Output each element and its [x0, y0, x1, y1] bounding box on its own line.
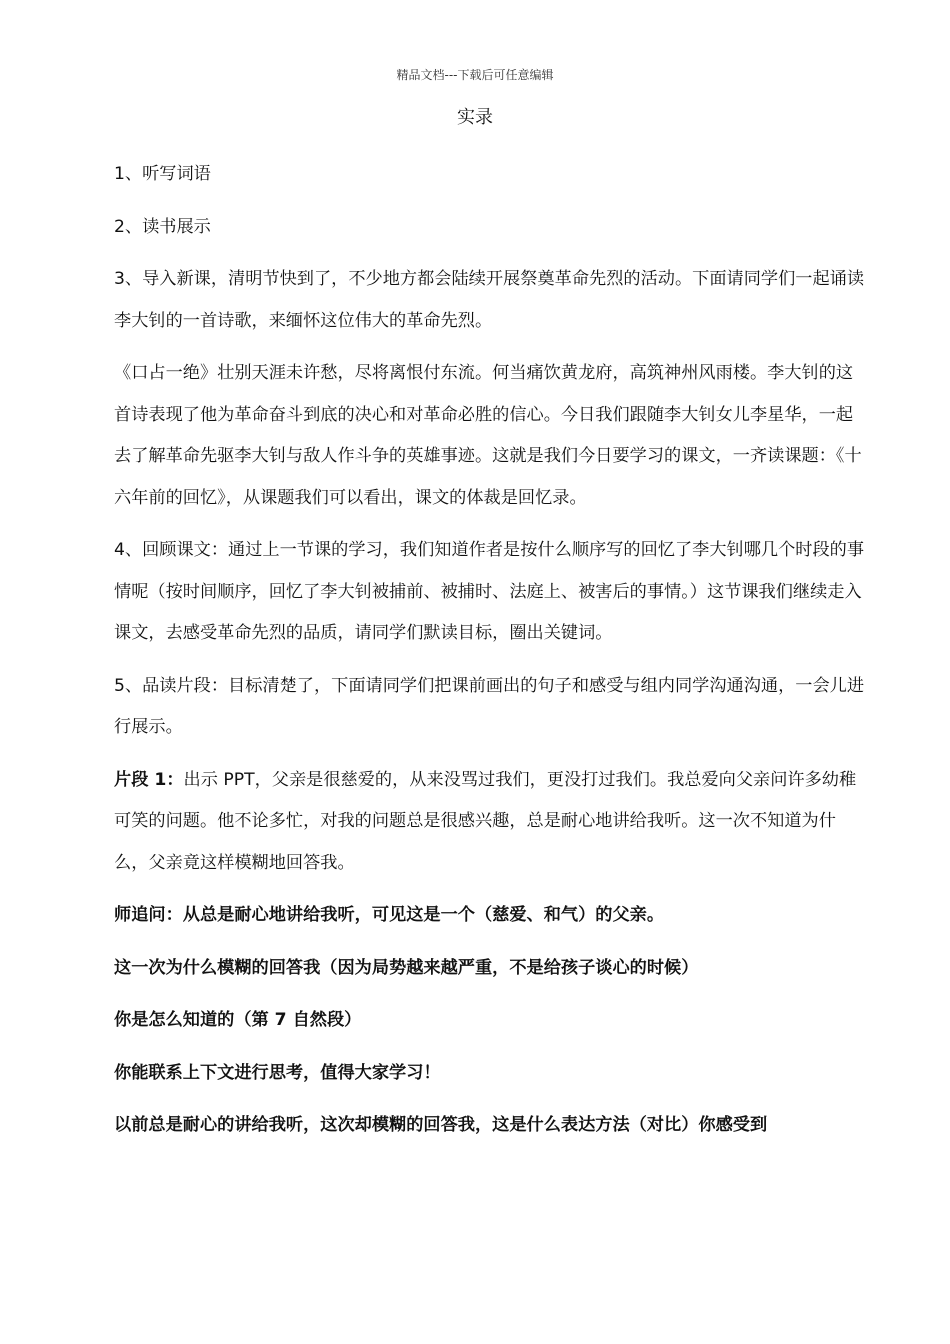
- bold-paragraph-2: 这一次为什么模糊的回答我（因为局势越来越严重，不是给孩子谈心的时候）: [114, 957, 699, 978]
- paragraph-2: 2、读书展示: [114, 216, 211, 237]
- paragraph-5: 5、品读片段：目标清楚了，下面请同学们把课前画出的句子和感受与组内同学沟通沟通，一会儿进行展示。: [114, 675, 865, 737]
- page-header: 精品文档---下载后可任意编辑: [396, 68, 554, 82]
- segment-1-text: 出示 PPT，父亲是很慈爱的，从来没骂过我们，更没打过我们。我总爱向父亲问许多幼稚可笑的问题。他不论多忙，对我的问题总是很感兴趣，总是耐心地讲给我听。这一次不知道为什么，父亲竟这样模糊地回答我。: [114, 769, 857, 873]
- segment-1-paragraph: [114, 760, 870, 885]
- bold-paragraph-1: 师追问：从总是耐心地讲给我听，可见这是一个（慈爱、和气）的父亲。: [114, 905, 665, 925]
- paragraph-4: 4、回顾课文：通过上一节课的学习，我们知道作者是按什么顺序写的回忆了李大钊哪几个时段的事情呢（按时间顺序，回忆了李大钊被捕前、被捕时、法庭上、被害后的事情。）这节课我们继续走入课文，去感受革命先烈的品质，请同学们默读目标，圈出关键词。: [114, 540, 865, 643]
- paragraph-3: 3、导入新课，清明节快到了，不少地方都会陆续开展祭奠革命先烈的活动。下面请同学们一起诵读李大钊的一首诗歌，来缅怀这位伟大的革命先烈。: [114, 269, 865, 331]
- document-title: 实录: [457, 107, 493, 128]
- paragraph-poem: 《口占一绝》壮别天涯未许愁，尽将离恨付东流。何当痛饮黄龙府，高筑神州风雨楼。李大钊的这首诗表现了他为革命奋斗到底的决心和对革命必胜的信心。今日我们跟随李大钊女儿李星华，一起去了解革命先驱李大钊与敌人作斗争的英雄事迹。这就是我们今日要学习的课文，一齐读课题：《十六年前的回忆》，从课题我们可以看出，课文的体裁是回忆录。: [114, 363, 862, 508]
- segment-1-label: 片段 1：: [114, 769, 184, 790]
- document-body: [114, 154, 870, 1158]
- paragraph-1: 1、听写词语: [114, 164, 211, 184]
- bold-paragraph-3: 你是怎么知道的（第 7 自然段）: [114, 1010, 362, 1030]
- bold-paragraph-5: 以前总是耐心的讲给我听，这次却模糊的回答我，这是什么表达方法（对比）你感受到: [114, 1115, 768, 1135]
- bold-paragraph-4: 你能联系上下文进行思考，值得大家学习！: [114, 1062, 441, 1083]
